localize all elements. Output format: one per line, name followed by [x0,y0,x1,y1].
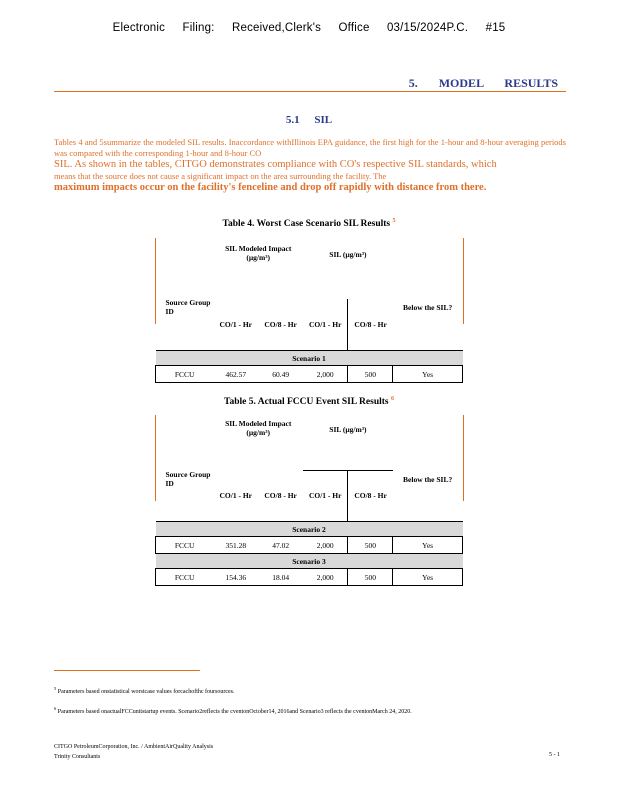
table5-cell-below: Yes [393,537,463,554]
stamp-office: Office [338,22,370,34]
section-heading [391,76,558,91]
subsection-number: 5.1 [285,114,300,126]
table4-caption-text: Table 4. Worst Case Scenario SIL Results [222,219,391,230]
table4-cell-co1-sil: 2,000 [303,366,348,383]
table-row [156,366,463,383]
stamp-date: 03/15/2024P.C. [386,22,469,34]
stamp-electronic: Electronic [112,22,166,34]
section-number: 5. [408,76,418,90]
footnote-6 [54,704,566,717]
table4-caption [0,218,618,229]
paragraph-line-4: maximum impacts occur on the facility's fenceline and drop off rapidly with distance from there. [54,182,487,193]
footnote-5-mark: 5 [54,686,57,691]
table5-sub-co8-sil: CO/8 - Hr [348,470,393,521]
page-footer [54,742,213,762]
table5-header-modeled: SIL Modeled Impact (µg/m³) [225,419,292,437]
table5-header-source: Source Group ID [165,470,211,488]
table4-header-below: Below the SIL? [403,302,453,312]
page-number: 5 - 1 [549,752,560,758]
table4-header-sil: SIL (µg/m³) [329,250,367,259]
table5-cell-source: FCCU [156,537,214,554]
table4-scenario-1: Scenario 1 [156,351,463,366]
paragraph-line-2: SIL. As shown in the tables, CITGO demonstrates compliance with CO's respective SIL standards, which [54,159,497,170]
paragraph-line-1: Tables 4 and 5summarize the modeled SIL results. Inaccordance withIllinois EPA guidance, the first high for the 1-hour and 8-hour averaging periods was compared with the corresponding 1-hour and 8-hour CO [54,137,566,158]
table4-footnote-ref: 5 [392,218,396,224]
table5-header-below: Below the SIL? [403,474,453,484]
table4 [155,240,463,383]
table4-cell-source: FCCU [156,366,214,383]
table5-scenario-2: Scenario 2 [156,522,463,537]
table4-sub-co1-sil: CO/1 - Hr [303,299,348,351]
subsection-title: SIL [314,114,333,126]
stamp-received: Received,Clerk's [231,22,322,34]
table4-cell-below: Yes [393,366,463,383]
filing-stamp [0,22,618,34]
footnote-6-text: Parameters based onactualFCCunitstartup events. Scenario2reflects the cventonOctober14, 2016and Scenario3 reflects the cventonMarch 24, 2020. [57,709,412,715]
table5-cell-below: Yes [393,569,463,586]
table5-sub-co8-modeled: CO/8 - Hr [264,491,297,501]
stamp-filing: Filing: [182,22,215,34]
body-paragraph [54,137,566,194]
table5-footnote-ref: 6 [390,396,394,402]
table4-sub-co1-modeled: CO/1 - Hr [219,319,253,329]
table4-sub-co8-sil: CO/8 - Hr [354,319,387,329]
table5-cell-co1-sil: 2,000 [303,537,348,554]
table5-scenario-3: Scenario 3 [156,554,463,569]
table5-sub-co1-modeled: CO/1 - Hr [219,491,253,501]
table5 [155,417,463,586]
paragraph-line-3: means that the source does not cause a significant impact on the area surrounding the facility. The [54,171,387,181]
footer-consultant: Trinity Consultants [54,754,101,760]
footer-company: CITGO PetroleumCorporation, Inc. / AmbientAirQuality Analysis [54,744,214,750]
stamp-number: #15 [485,22,506,34]
footnote-divider [54,670,200,671]
footnote-5 [54,684,566,697]
table5-cell-co8-modeled: 47.02 [258,537,303,554]
table4-sub-co8-modeled: CO/8 - Hr [264,319,297,329]
table4-header-source: Source Group ID [165,298,211,316]
subsection-heading [0,114,618,126]
table4-cell-co8-sil: 500 [348,366,393,383]
table4-header-modeled: SIL Modeled Impact (µg/m³) [225,244,292,262]
table5-header-sil: SIL (µg/m³) [329,425,367,434]
table5-cell-co1-modeled: 154.36 [213,569,258,586]
table5-sub-co1-sil: CO/1 - Hr [303,470,348,521]
table4-cell-co1-modeled: 462.57 [213,366,258,383]
table-row [156,537,463,554]
table5-cell-co1-modeled: 351.28 [213,537,258,554]
table5-right-border [463,415,464,501]
table5-caption-text: Table 5. Actual FCCU Event SIL Results [224,397,389,408]
table5-cell-co8-sil: 500 [348,537,393,554]
table5-cell-source: FCCU [156,569,214,586]
table5-caption [0,396,618,407]
table-row [156,569,463,586]
table5-cell-co8-sil: 500 [348,569,393,586]
section-title-word2: RESULTS [504,76,558,90]
table5-cell-co8-modeled: 18.04 [258,569,303,586]
table5-cell-co1-sil: 2,000 [303,569,348,586]
footnote-5-text: Parameters based onstatistical worstcase values forcachofthc foursources. [57,689,235,695]
footnote-6-mark: 6 [54,706,57,711]
table4-right-border [463,238,464,324]
section-divider [54,91,566,92]
section-title-word1: MODEL [438,76,484,90]
table4-cell-co8-modeled: 60.49 [258,366,303,383]
